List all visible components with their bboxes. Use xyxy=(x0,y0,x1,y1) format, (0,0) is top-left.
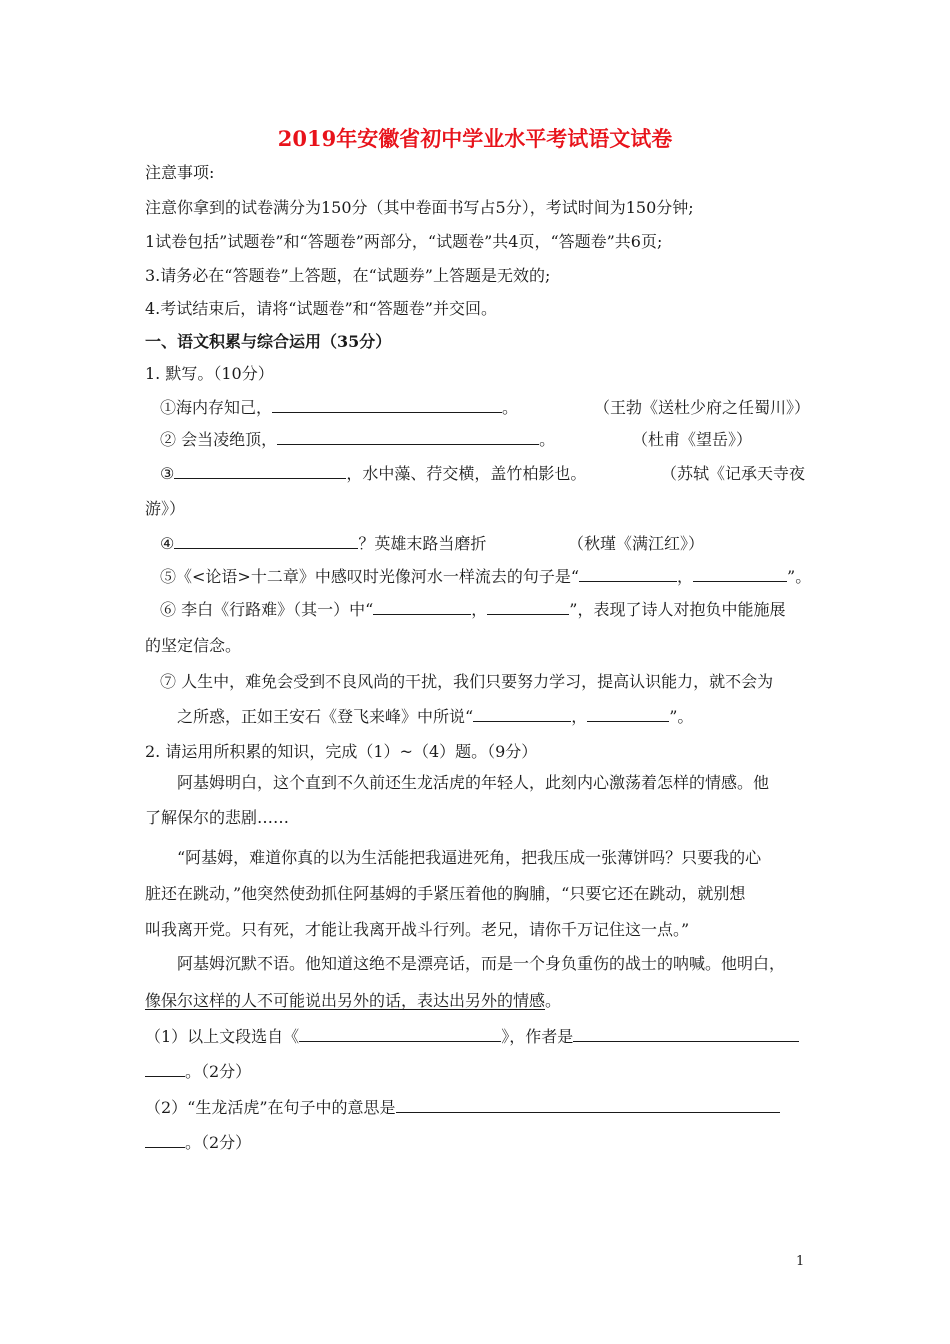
q1-item-3-text: ③ xyxy=(160,464,175,483)
answer-blank[interactable] xyxy=(573,1027,799,1042)
answer-blank[interactable] xyxy=(174,464,346,479)
q1-item-4-end: ？英雄末路当磨折 xyxy=(358,534,487,553)
q2-sub-2-text: （2）“生龙活虎”在句子中的意思是 xyxy=(145,1098,396,1117)
q2-sub-1 xyxy=(145,1027,799,1047)
question-1-stem: 1. 默写。（10分） xyxy=(145,364,274,383)
answer-blank[interactable] xyxy=(299,1027,501,1042)
notice-item: 3.请务必在“答题卷”上答题，在“试题券”上答题是无效的; xyxy=(145,266,551,285)
q1-item-1 xyxy=(160,398,518,418)
page-number: 1 xyxy=(796,1254,805,1269)
q2-sub-1-end: 。（2分） xyxy=(185,1062,252,1081)
q1-item-5-text: ⑤《<论语>十二章》中感叹时光像河水一样流去的句子是“ xyxy=(160,567,579,586)
q2-sub-2 xyxy=(145,1098,780,1118)
q1-item-2-source: （杜甫《望岳》） xyxy=(632,430,753,449)
q1-item-6-cont: 的坚定信念。 xyxy=(145,636,242,655)
answer-blank[interactable] xyxy=(396,1098,780,1113)
passage-line: 脏还在跳动，”他突然使劲抓住阿基姆的手紧压着他的胸脯，“只要它还在跳动，就别想 xyxy=(145,884,746,903)
q1-item-6-text: ⑥ 李白《行路难》（其一）中“ xyxy=(160,600,374,619)
answer-blank[interactable] xyxy=(579,567,677,582)
q1-item-4-source: （秋瑾《满江红》） xyxy=(568,534,705,553)
period: 。 xyxy=(545,991,562,1010)
q1-item-3-source-cont: 游》） xyxy=(145,499,186,518)
answer-blank[interactable] xyxy=(272,398,502,413)
q2-sub-1-cont xyxy=(145,1062,251,1082)
q1-item-3-end: ，水中藻、荇交横，盖竹柏影也。 xyxy=(346,464,587,483)
q1-item-2-text: ② 会当凌绝顶， xyxy=(160,430,278,449)
q1-item-2-end: 。 xyxy=(539,430,556,449)
q1-item-1-text: ①海内存知己， xyxy=(160,398,273,417)
q1-item-5-end: ”。 xyxy=(787,567,812,586)
notice-item: 注意你拿到的试卷满分为150分（其中卷面书写占5分），考试时间为150分钟; xyxy=(145,198,694,217)
answer-blank[interactable] xyxy=(174,534,358,549)
q1-item-1-end: 。 xyxy=(502,398,519,417)
passage-line: 阿基姆沉默不语。他知道这绝不是漂亮话，而是一个身负重伤的战士的呐喊。他明白， xyxy=(177,954,786,973)
underlined-sentence: 像保尔这样的人不可能说出另外的话，表达出另外的情感 xyxy=(145,991,546,1010)
notice-heading: 注意事项: xyxy=(145,163,215,182)
passage-line: 了解保尔的悲剧…… xyxy=(145,808,290,827)
q1-item-7-cont xyxy=(177,707,693,727)
q2-sub-2-end: 。（2分） xyxy=(185,1133,252,1152)
section-heading: 一、语文积累与综合运用（35分） xyxy=(145,332,392,351)
passage-line: “阿基姆，难道你真的以为生活能把我逼进死角，把我压成一张薄饼吗？只要我的心 xyxy=(177,848,762,867)
answer-blank[interactable] xyxy=(693,567,787,582)
q2-sub-1-mid: 》，作者是 xyxy=(501,1027,574,1046)
q1-item-3-source: （苏轼《记承天寺夜 xyxy=(661,464,806,483)
answer-blank[interactable] xyxy=(587,707,669,722)
page-title: 2019年安徽省初中学业水平考试语文试卷 xyxy=(277,126,673,151)
answer-blank[interactable] xyxy=(487,600,569,615)
answer-blank[interactable] xyxy=(145,1133,185,1148)
q1-item-7-end: ”。 xyxy=(669,707,694,726)
answer-blank[interactable] xyxy=(373,600,471,615)
passage-line: 阿基姆明白，这个直到不久前还生龙活虎的年轻人，此刻内心激荡着怎样的情感。他 xyxy=(177,773,770,792)
comma: ， xyxy=(471,600,488,619)
passage-line-underlined xyxy=(145,991,561,1011)
q1-item-6-end: ”，表现了诗人对抱负中能施展 xyxy=(569,600,786,619)
answer-blank[interactable] xyxy=(145,1062,185,1077)
answer-blank[interactable] xyxy=(277,430,539,445)
q1-item-7-text: 之所惑，正如王安石《登飞来峰》中所说“ xyxy=(177,707,474,726)
q1-item-3 xyxy=(160,464,586,484)
q1-item-4 xyxy=(160,534,486,554)
q2-sub-1-text: （1）以上文段选自《 xyxy=(145,1027,300,1046)
q2-sub-2-cont xyxy=(145,1133,251,1153)
q1-item-5 xyxy=(160,567,811,587)
comma: ， xyxy=(677,567,694,586)
q1-item-2 xyxy=(160,430,555,450)
answer-blank[interactable] xyxy=(473,707,571,722)
comma: ， xyxy=(571,707,588,726)
notice-item: 1试卷包括”试题卷”和“答题卷”两部分，“试题卷”共4页，“答题卷”共6页; xyxy=(145,232,663,251)
question-2-stem: 2. 请运用所积累的知识，完成（1）~（4）题。（9分） xyxy=(145,742,538,761)
q1-item-1-source: （王勃《送杜少府之任蜀川》） xyxy=(594,398,811,417)
q1-item-7: ⑦ 人生中，难免会受到不良风尚的干扰，我们只要努力学习，提高认识能力，就不会为 xyxy=(160,672,774,691)
passage-line: 叫我离开党。只有死，才能让我离开战斗行列。老兄，请你千万记住这一点。” xyxy=(145,920,690,939)
q1-item-4-text: ④ xyxy=(160,534,175,553)
q1-item-6 xyxy=(160,600,785,620)
notice-item: 4.考试结束后，请将“试题卷”和“答题卷”并交回。 xyxy=(145,299,497,318)
